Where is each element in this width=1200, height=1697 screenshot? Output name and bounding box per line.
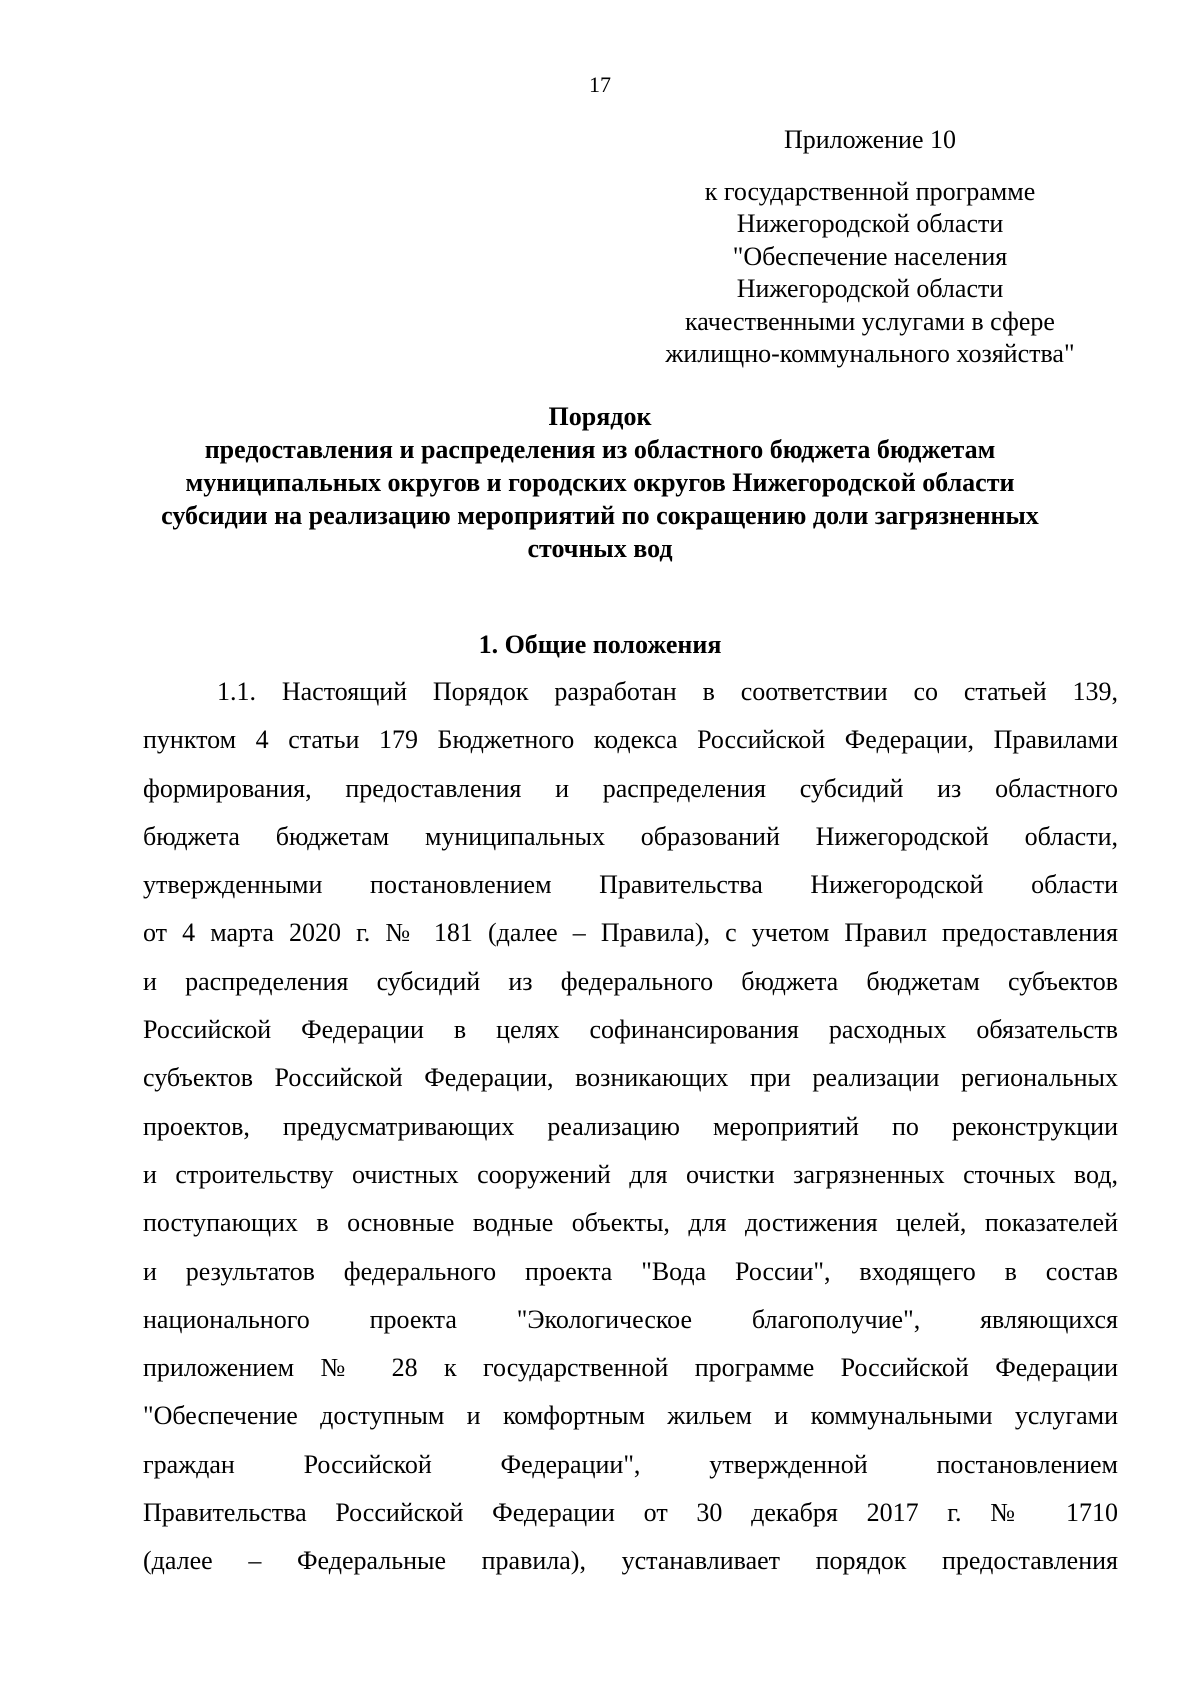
appendix-subtitle — [640, 176, 1100, 370]
paragraph-line: и распределения субсидий из федерального бюджета бюджетам субъектов — [143, 966, 1118, 996]
appendix-title: Приложение 10 — [783, 125, 957, 154]
paragraph-line: 1.1. Настоящий Порядок разработан в соответствии со статьей 139, — [217, 677, 1118, 706]
document-title-line: предоставления и распределения из областного бюджета бюджетам — [204, 435, 996, 464]
paragraph-line: и результатов федерального проекта "Вода России", входящего в состав — [143, 1256, 1118, 1286]
paragraph-line: бюджета бюджетам муниципальных образований Нижегородской области, — [143, 821, 1118, 851]
section-heading: 1. Общие положения — [478, 630, 722, 659]
paragraph-line: граждан Российской Федерации", утвержденной постановлением — [143, 1449, 1118, 1479]
section-body — [143, 668, 1118, 1586]
appendix-line: Нижегородской области — [736, 274, 1004, 304]
paragraph-line: формирования, предоставления и распределения субсидий из областного — [143, 773, 1118, 803]
document-title-line: субсидии на реализацию мероприятий по сокращению доли загрязненных — [161, 501, 1039, 530]
page-number: 17 — [589, 72, 611, 97]
paragraph-line: пунктом 4 статьи 179 Бюджетного кодекса Российской Федерации, Правилами — [143, 725, 1118, 755]
appendix-line: Нижегородской области — [736, 209, 1004, 239]
appendix-line: качественными услугами в сфере — [685, 306, 1055, 336]
paragraph-line: национального проекта "Экологическое благополучие", являющихся — [143, 1304, 1118, 1334]
paragraph-line: Российской Федерации в целях софинансирования расходных обязательств — [143, 1015, 1118, 1045]
appendix-line: к государственной программе — [704, 177, 1036, 206]
paragraph-line: и строительству очистных сооружений для очистки загрязненных сточных вод, — [143, 1159, 1118, 1189]
paragraph-line: проектов, предусматривающих реализацию мероприятий по реконструкции — [143, 1111, 1118, 1141]
paragraph-line: (далее – Федеральные правила), устанавливает порядок предоставления — [143, 1546, 1118, 1576]
paragraph-line: от 4 марта 2020 г. № 181 (далее – Правила), с учетом Правил предоставления — [143, 918, 1118, 948]
paragraph-line: приложением № 28 к государственной программе Российской Федерации — [143, 1353, 1118, 1383]
paragraph-line: Правительства Российской Федерации от 30 декабря 2017 г. № 1710 — [143, 1498, 1118, 1528]
appendix-line: "Обеспечение населения — [732, 241, 1008, 271]
paragraph-line: утвержденными постановлением Правительства Нижегородской области — [143, 870, 1118, 900]
document-title — [120, 400, 1080, 565]
document-title-line: Порядок — [548, 402, 652, 431]
appendix-line: жилищно-коммунального хозяйства" — [665, 339, 1075, 369]
paragraph-line: "Обеспечение доступным и комфортным жильем и коммунальными услугами — [143, 1401, 1118, 1431]
paragraph-line: субъектов Российской Федерации, возникающих при реализации региональных — [143, 1063, 1118, 1093]
document-title-line: муниципальных округов и городских округов Нижегородской области — [185, 468, 1015, 497]
document-title-line: сточных вод — [527, 534, 673, 563]
paragraph-line: поступающих в основные водные объекты, для достижения целей, показателей — [143, 1208, 1118, 1238]
